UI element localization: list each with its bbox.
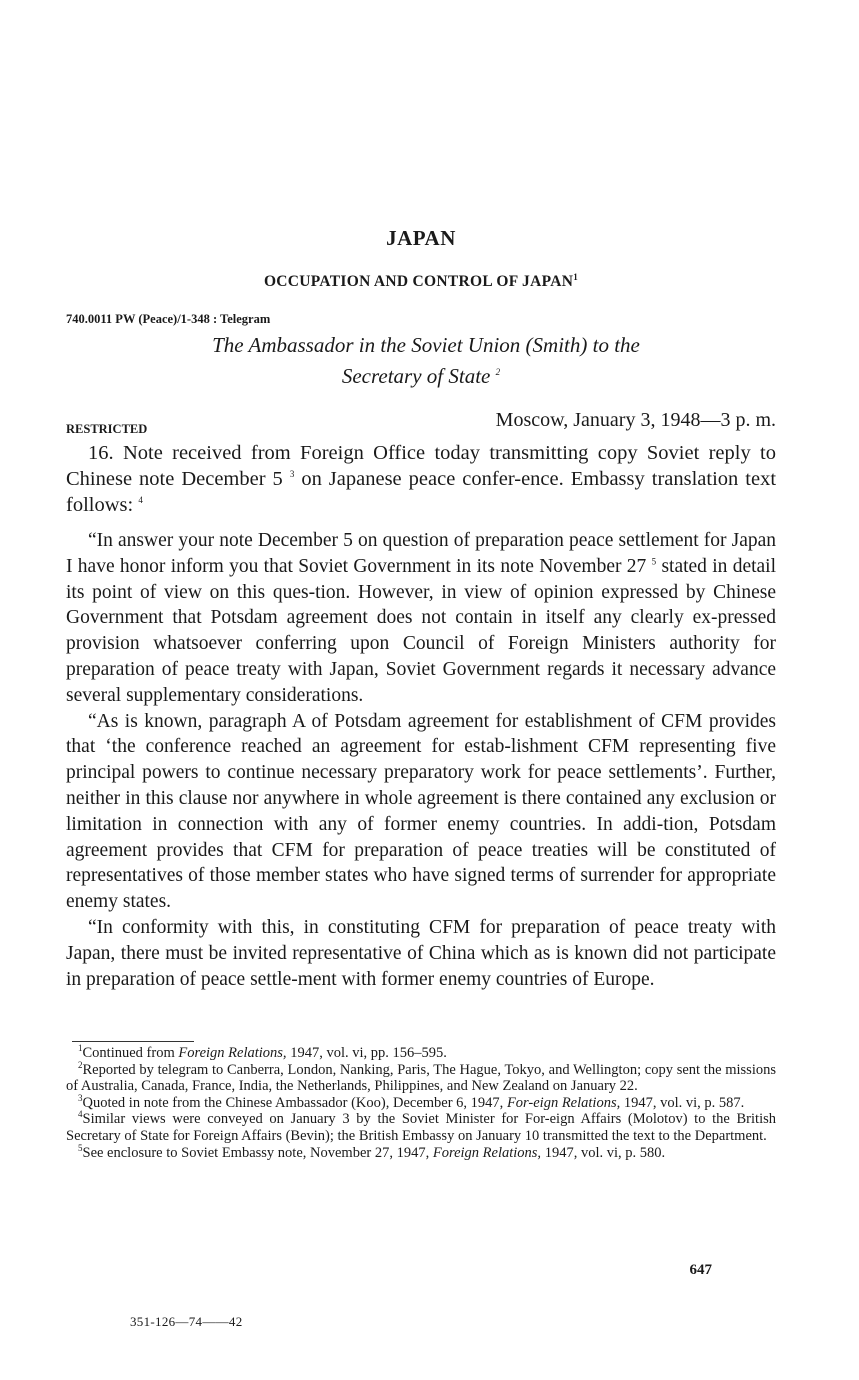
- heading-line-2-text: Secretary of State: [341, 364, 491, 388]
- subject-title-text: OCCUPATION AND CONTROL OF JAPAN: [263, 273, 574, 290]
- footnote-3-text-b: 1947, vol. vi, p. 587.: [623, 1094, 745, 1111]
- footnote-4-number: 4: [78, 1109, 83, 1120]
- footnote-ref-4: 4: [138, 495, 143, 506]
- footnote-ref-3: 3: [289, 469, 295, 480]
- footnote-5-text-b: 1947, vol. vi, p. 580.: [544, 1144, 666, 1161]
- footnote-divider: [72, 1041, 194, 1042]
- footnote-1-text-a: Continued from: [82, 1045, 175, 1061]
- footnote-3-text-a: Quoted in note from the Chinese Ambassador (Koo), December 6, 1947,: [82, 1094, 504, 1111]
- file-reference: 740.0011 PW (Peace)/1-348 : Telegram: [66, 312, 271, 326]
- document-page: [66, 0, 776, 1380]
- print-code: 351-126—74——42: [130, 1314, 243, 1329]
- quote-paragraph-2: “As is known, paragraph A of Potsdam agreement for establishment of CFM provides that ‘the conference reached an agreement for estab-lishment CFM representing five principal powers to continue necessary preparatory work for peace settlements’. Further, neither in this clause nor anywhere in whole agreement is there contained any exclusion or limitation in connection with any of former enemy countries. In addi-tion, Potsdam agreement provides that CFM for preparation of peace treaties will be constituted of representatives of those member states who have signed terms of surrender for appropriate enemy states.: [66, 710, 776, 913]
- section-title: JAPAN: [386, 226, 456, 250]
- intro-text-b: on Japanese peace confer-ence. Embassy translation text follows:: [66, 468, 777, 516]
- heading-line-1: The Ambassador in the Soviet Union (Smith) to the: [212, 333, 640, 357]
- footnote-5: [66, 1142, 776, 1162]
- footnote-1-italic: Foreign Relations,: [178, 1045, 287, 1061]
- footnote-1-text-b: 1947, vol. vi, pp. 156–595.: [290, 1045, 447, 1061]
- footnote-2-number: 2: [78, 1059, 83, 1070]
- quote-paragraph-3: “In conformity with this, in constituting CFM for preparation of peace treaty with Japan, there must be invited representative of China which as is known did not participate in preparation of peace settle-ment with former enemy countries of Europe.: [66, 916, 776, 990]
- classification-label: RESTRICTED: [66, 422, 148, 436]
- footnote-4: [66, 1111, 776, 1144]
- telegram-body: [66, 440, 776, 992]
- page-number: 647: [689, 1262, 712, 1278]
- footnote-3-number: 3: [78, 1092, 83, 1103]
- footnote-2-text: Reported by telegram to Canberra, London, Nanking, Paris, The Hague, Tokyo, and Wellington; copy sent the missions of Australia, Canada, France, India, the Netherlands, Philippines, and New Zealand on January 22.: [66, 1061, 776, 1095]
- footnote-2: [66, 1059, 776, 1095]
- footnote-4-text: Similar views were conveyed on January 3 by the Soviet Minister for For-eign Affairs (Molotov) to the British Secretary of State for Foreign Affairs (Bevin); the British Embassy on January 10 transmitted the text to the Department.: [66, 1111, 776, 1144]
- intro-text-a: 16. Note received from Foreign Office today transmitting copy Soviet reply to Chinese note December 5: [66, 442, 776, 490]
- footnotes: [66, 1045, 776, 1161]
- footnote-5-number: 5: [78, 1142, 83, 1153]
- footnote-ref-2: 2: [495, 367, 501, 377]
- quote-paragraph-1: [66, 528, 776, 709]
- footnote-5-text-a: See enclosure to Soviet Embassy note, November 27, 1947,: [82, 1144, 430, 1161]
- subject-title: [66, 273, 776, 291]
- footnote-3: [66, 1092, 776, 1112]
- footnote-ref-1: 1: [573, 271, 579, 282]
- quote1-text-a: “In answer your note December 5 on question of preparation peace settlement for Japan I have honor inform you that Soviet Government in its note November 27: [66, 530, 776, 577]
- footnote-ref-5: 5: [651, 556, 657, 567]
- dateline: Moscow, January 3, 1948—3 p. m.: [495, 409, 776, 431]
- document-heading: [66, 330, 776, 392]
- footnote-3-italic: For-eign Relations,: [506, 1094, 621, 1111]
- footnote-1: [66, 1045, 776, 1062]
- footnote-5-italic: Foreign Relations,: [432, 1144, 542, 1161]
- footnote-1-number: 1: [78, 1043, 83, 1054]
- heading-line-2: [66, 361, 776, 392]
- intro-paragraph: [66, 440, 776, 518]
- quote1-text-b: stated in detail its point of view on this ques-tion. However, in view of opinion expressed by Chinese Government that Potsdam agreement does not contain in itself any clearly ex-pressed provision whatsoever conferring upon Council of Foreign Ministers authority for preparation of peace treaty with Japan, Soviet Government regards it necessary advance several supplementary considerations.: [66, 555, 777, 706]
